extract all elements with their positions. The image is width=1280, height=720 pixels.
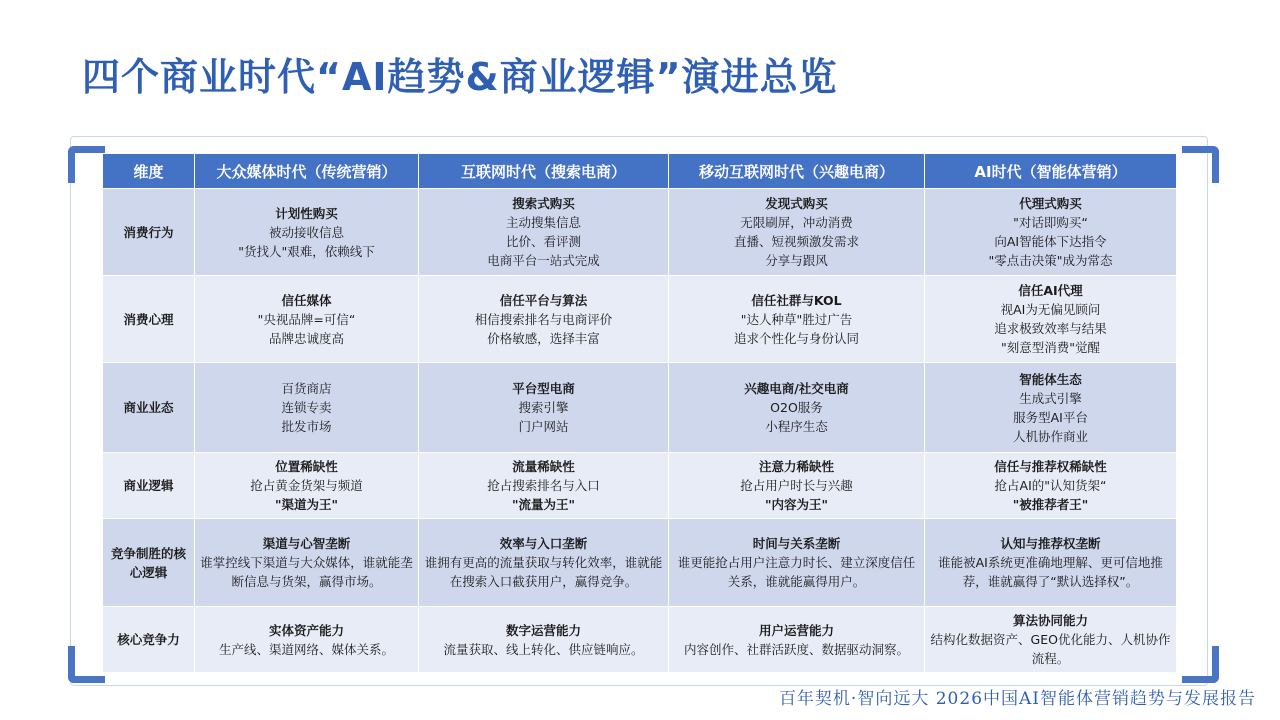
cell-text: 生成式引擎 [1019, 390, 1082, 406]
cell-text: 电商平台一站式完成 [487, 253, 600, 268]
header-dimension: 维度 [103, 154, 195, 189]
cell-text: 追求极致效率与结果 [994, 321, 1107, 336]
cell-text: 谁拥有更高的流量获取与转化效率，谁就能在搜索入口截获用户，赢得竞争。 [424, 555, 663, 589]
table-row [103, 453, 1177, 519]
table-row [103, 519, 1177, 607]
cell-text: 门户网站 [518, 419, 569, 434]
cell-text: 抢占用户时长与兴趣 [740, 478, 853, 493]
cell-text: 谁掌控线下渠道与大众媒体，谁就能垄断信息与货架，赢得市场。 [200, 555, 413, 589]
table-cell [419, 519, 669, 607]
row-label: 竞争制胜的核心逻辑 [103, 519, 195, 607]
cell-text: 生产线、渠道网络、媒体关系。 [218, 641, 394, 657]
cell-heading: 发现式购买 [765, 196, 828, 211]
cell-text: 价格敏感，选择丰富 [487, 330, 600, 346]
table-cell [195, 363, 419, 453]
corner-bracket-bottom-right [1182, 646, 1219, 683]
table-cell [419, 189, 669, 276]
table-cell [925, 519, 1177, 607]
cell-heading: 信任与推荐权稀缺性 [994, 459, 1107, 474]
row-label: 商业业态 [103, 363, 195, 453]
table-row [103, 276, 1177, 363]
cell-heading: 流量稀缺性 [512, 459, 575, 474]
cell-text: 被动接收信息 [268, 224, 344, 240]
cell-heading: 代理式购买 [1019, 196, 1082, 211]
header-mass-media-era: 大众媒体时代（传统营销） [195, 154, 419, 189]
cell-text: 比价、看评测 [505, 234, 581, 249]
cell-text: 小程序生态 [765, 419, 828, 434]
cell-text: "刻意型消费"觉醒 [1001, 340, 1100, 355]
page-title: 四个商业时代“AI趋势&商业逻辑”演进总览 [82, 55, 838, 99]
cell-text: 人机协作商业 [1012, 428, 1088, 444]
table-cell [925, 276, 1177, 363]
table-row [103, 607, 1177, 673]
cell-text: 分享与跟风 [765, 253, 828, 268]
table-cell [925, 607, 1177, 673]
cell-heading: 平台型电商 [512, 381, 575, 396]
cell-text: 品牌忠诚度高 [268, 330, 344, 346]
cell-text: 百货商店 [281, 381, 332, 396]
cell-heading: 信任社群与KOL [751, 292, 842, 308]
cell-heading: 信任AI代理 [1018, 283, 1083, 298]
cell-text: "对话即购买“ [1013, 215, 1088, 230]
era-comparison-table [102, 153, 1177, 673]
cell-text: 视AI为无偏见顾问 [1000, 302, 1101, 317]
cell-text: 搜索引擎 [518, 400, 569, 415]
cell-text: O2O服务 [770, 400, 823, 415]
cell-heading: 数字运营能力 [505, 622, 581, 638]
table-cell [419, 607, 669, 673]
table-cell [925, 453, 1177, 519]
table-cell [669, 276, 925, 363]
table-cell [195, 189, 419, 276]
table-cell [419, 453, 669, 519]
cell-heading: 智能体生态 [1019, 371, 1082, 387]
corner-bracket-top-left [68, 146, 105, 183]
row-label: 消费行为 [103, 189, 195, 276]
cell-text: 谁能被AI系统更准确地理解、更可信地推荐，谁就赢得了“默认选择权”。 [938, 555, 1163, 589]
table-row [103, 363, 1177, 453]
row-label: 商业逻辑 [103, 453, 195, 519]
row-label: 核心竞争力 [103, 607, 195, 673]
cell-slogan: "内容为王" [764, 497, 829, 512]
cell-text: 无限刷屏，冲动消费 [740, 215, 853, 230]
table-cell [669, 363, 925, 453]
cell-text: 结构化数据资产、GEO优化能力、人机协作流程。 [930, 632, 1171, 666]
cell-heading: 渠道与心智垄断 [262, 536, 351, 551]
cell-heading: 效率与入口垄断 [499, 536, 588, 551]
cell-text: "达人种草"胜过广告 [740, 311, 853, 327]
table-cell [669, 607, 925, 673]
table-cell [925, 363, 1177, 453]
cell-slogan: "渠道为王" [274, 497, 339, 512]
table-cell [669, 189, 925, 276]
cell-text: 内容创作、社群活跃度、数据驱动洞察。 [683, 641, 909, 657]
cell-text: 流量获取、线上转化、供应链响应。 [443, 641, 644, 657]
cell-heading: 算法协同能力 [1012, 613, 1088, 628]
cell-heading: 用户运营能力 [758, 622, 834, 638]
cell-text: 直播、短视频激发需求 [733, 234, 859, 249]
cell-heading: 兴趣电商/社交电商 [744, 381, 849, 396]
cell-heading: 认知与推荐权垄断 [1000, 536, 1101, 551]
header-mobile-internet-era: 移动互联网时代（兴趣电商） [669, 154, 925, 189]
cell-text: 抢占黄金货架与频道 [250, 478, 363, 493]
table-cell [195, 519, 419, 607]
cell-text: 批发市场 [281, 419, 332, 434]
table-header-row [103, 154, 1177, 189]
header-internet-era: 互联网时代（搜索电商） [419, 154, 669, 189]
cell-heading: 注意力稀缺性 [758, 459, 834, 474]
cell-slogan: "被推荐者王" [1012, 497, 1089, 512]
cell-text: 服务型AI平台 [1013, 409, 1088, 425]
cell-text: 连锁专卖 [281, 400, 332, 415]
footer-report-name: 百年契机·智向远大 2026中国AI智能体营销趋势与发展报告 [778, 689, 1256, 709]
cell-heading: 计划性购买 [275, 205, 338, 221]
cell-text: "央视品牌=可信“ [257, 311, 356, 327]
cell-text: 抢占AI的"认知货架“ [994, 478, 1107, 493]
cell-heading: 位置稀缺性 [275, 459, 338, 474]
table-cell [195, 453, 419, 519]
cell-heading: 搜索式购买 [512, 196, 575, 211]
table-cell [925, 189, 1177, 276]
cell-text: 追求个性化与身份认同 [733, 330, 859, 346]
table-row [103, 189, 1177, 276]
cell-text: 相信搜索排名与电商评价 [474, 311, 613, 327]
header-ai-era: AI时代（智能体营销） [925, 154, 1177, 189]
cell-heading: 实体资产能力 [268, 622, 344, 638]
table-cell [195, 276, 419, 363]
cell-text: 谁更能抢占用户注意力时长、建立深度信任关系，谁就能赢得用户。 [677, 555, 916, 589]
cell-text: "货找人"艰难，依赖线下 [238, 243, 375, 259]
cell-heading: 信任媒体 [281, 292, 332, 308]
cell-heading: 信任平台与算法 [499, 292, 588, 308]
table-cell [419, 276, 669, 363]
table-cell [669, 453, 925, 519]
cell-text: 向AI智能体下达指令 [994, 234, 1107, 249]
cell-text: 主动搜集信息 [505, 215, 581, 230]
cell-text: "零点击决策"成为常态 [988, 253, 1113, 268]
corner-bracket-bottom-left [68, 646, 105, 683]
cell-slogan: "流量为王" [511, 497, 576, 512]
table-cell [419, 363, 669, 453]
row-label: 消费心理 [103, 276, 195, 363]
corner-bracket-top-right [1182, 146, 1219, 183]
cell-heading: 时间与关系垄断 [752, 536, 841, 551]
cell-text: 抢占搜索排名与入口 [487, 478, 600, 493]
table-cell [669, 519, 925, 607]
table-cell [195, 607, 419, 673]
